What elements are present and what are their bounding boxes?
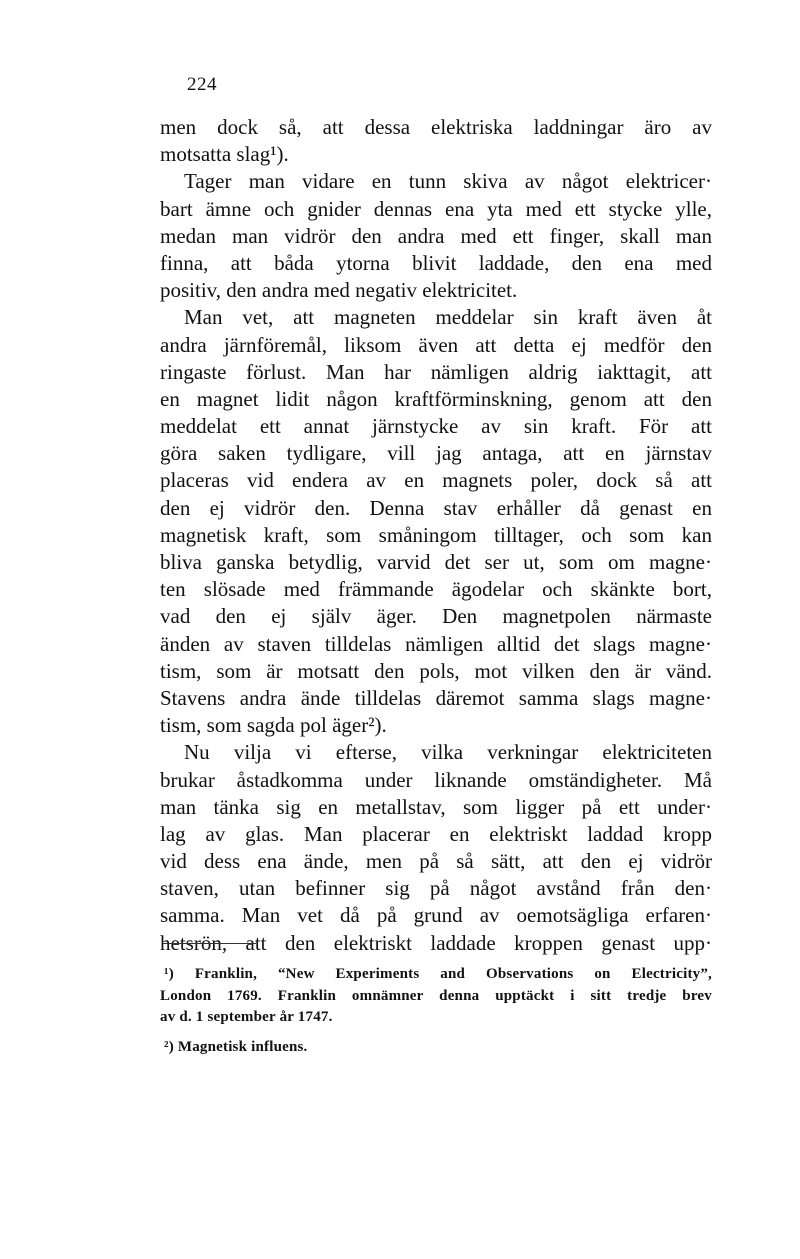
footnote-gap — [160, 1029, 712, 1037]
text-line: samma. Man vet då på grund av oemotsägliga erfaren· — [160, 903, 712, 928]
footnote-line: ²) Magnetisk influens. — [164, 1038, 308, 1055]
text-line: placeras vid endera av en magnets poler, dock så att — [160, 468, 712, 493]
text-line: finna, att båda ytorna blivit laddade, den ena med — [160, 250, 712, 275]
text-line: göra saken tydligare, vill jag antaga, att en järnstav — [160, 441, 712, 466]
footnotes — [160, 964, 712, 1058]
footnote-line: av d. 1 september år 1747. — [160, 1009, 333, 1025]
text-line: magnetisk kraft, som småningom tilltager, och som kan — [160, 522, 712, 547]
page-number: 224 — [187, 74, 217, 95]
text-line: hetsrön, att den elektriskt laddade kroppen genast upp· — [160, 930, 712, 955]
text-line: ten slösade med främmande ägodelar och skänkte bort, — [160, 577, 712, 602]
text-line: men dock så, att dessa elektriska laddningar äro av — [160, 115, 712, 139]
text-line: medan man vidrör den andra med ett finger, skall man — [160, 223, 712, 248]
text-line: staven, utan befinner sig på något avstånd från den· — [160, 876, 712, 901]
text-line: lag av glas. Man placerar en elektriskt laddad kropp — [160, 821, 712, 846]
text-line: en magnet lidit någon kraftförminskning, genom att den — [160, 386, 712, 411]
body-text — [160, 114, 712, 957]
text-line: andra järnföremål, liksom även att detta ej medför den — [160, 332, 712, 357]
text-line: positiv, den andra med negativ elektricitet. — [160, 278, 518, 303]
text-line: den ej vidrör den. Denna stav erhåller då genast en — [160, 495, 712, 520]
text-line: änden av staven tilldelas nämligen alltid det slags magne· — [160, 631, 712, 656]
text-line: Tager man vidare en tunn skiva av något elektricer· — [184, 169, 712, 194]
footnote-1 — [160, 964, 712, 1029]
text-line: vad den ej själv äger. Den magnetpolen närmaste — [160, 604, 712, 629]
footnote-divider — [163, 943, 256, 944]
text-line: motsatta slag¹). — [160, 142, 289, 167]
text-line: vid dess ena ände, men på så sätt, att den ej vidrör — [160, 849, 712, 874]
text-line: Man vet, att magneten meddelar sin kraft även åt — [184, 305, 712, 330]
text-line: man tänka sig en metallstav, som ligger på ett under· — [160, 794, 712, 819]
text-line: Stavens andra ände tilldelas däremot samma slags magne· — [160, 685, 712, 710]
footnote-line: London 1769. Franklin omnämner denna upptäckt i sitt tredje brev — [160, 987, 712, 1004]
text-line: tism, som sagda pol äger²). — [160, 713, 387, 738]
text-line: bart ämne och gnider dennas ena yta med ett stycke ylle, — [160, 196, 712, 221]
text-line: tism, som är motsatt den pols, mot vilken den är vänd. — [160, 658, 712, 683]
text-line: brukar åstadkomma under liknande omständigheter. Må — [160, 767, 712, 792]
text-line: Nu vilja vi efterse, vilka verkningar elektriciteten — [184, 740, 712, 765]
footnote-line: ¹) Franklin, “New Experiments and Observations on Electricity”, — [164, 966, 712, 982]
text-line: bliva ganska betydlig, varvid det ser ut, som om magne· — [160, 550, 712, 574]
text-line: meddelat ett annat järnstycke av sin kraft. För att — [160, 414, 712, 439]
text-line: ringaste förlust. Man har nämligen aldrig iakttagit, att — [160, 359, 712, 384]
footnote-2 — [160, 1037, 712, 1059]
